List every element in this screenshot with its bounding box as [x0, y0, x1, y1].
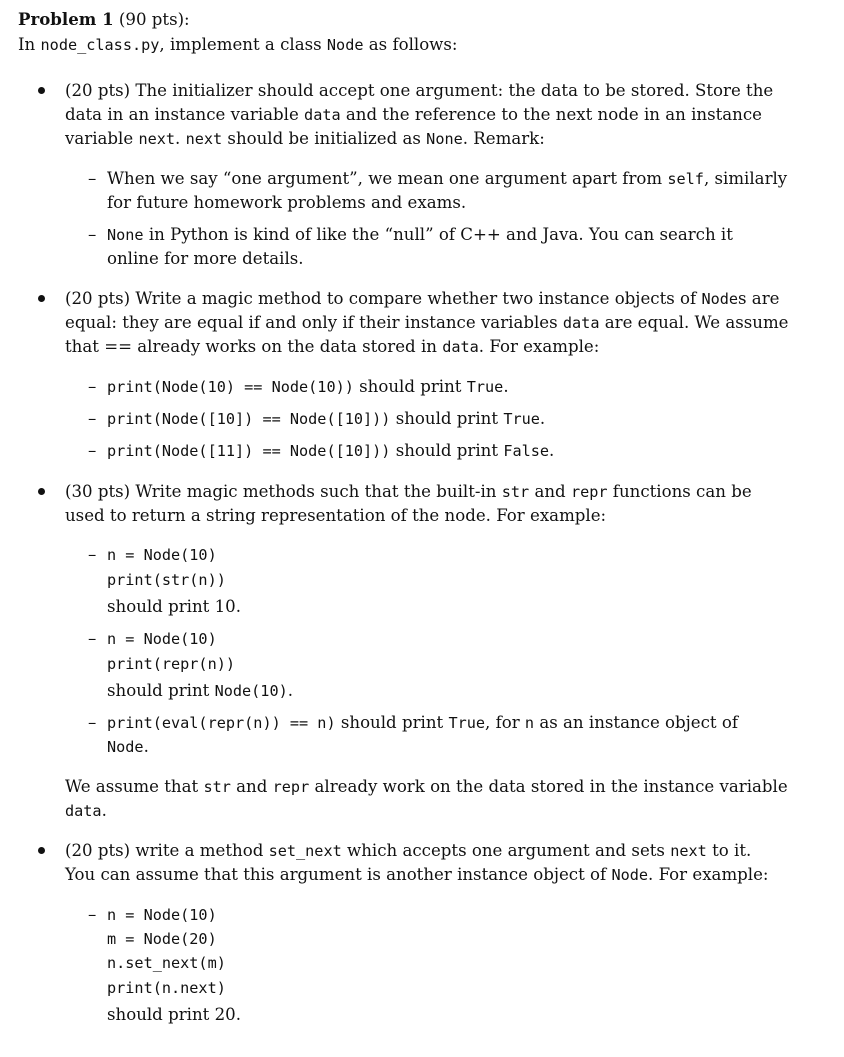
- s1-remark-2-line-1: None in Python is kind of like the “null” of C++ and Java. You can search it: [107, 225, 733, 244]
- s2-line-1: (20 pts) Write a magic method to compare whether two instance objects of Nodes are: [65, 289, 780, 308]
- bullet-icon: [38, 87, 45, 94]
- intro-line: In node_class.py, implement a class Node as follows:: [18, 35, 458, 54]
- s2-example-2: print(Node([10]) == Node([10])) should print True.: [107, 409, 546, 428]
- dash-icon: –: [88, 713, 97, 732]
- s3-example-2-line-2: print(repr(n)): [107, 655, 236, 673]
- s3-note-line-1: We assume that str and repr already work on the data stored in the instance variable: [65, 777, 788, 796]
- s1-remark-1-line-1: When we say “one argument”, we mean one argument apart from self, similarly: [107, 169, 788, 188]
- s4-code-line-2: m = Node(20): [107, 930, 217, 948]
- bullet-icon: [38, 847, 45, 854]
- s3-line-1: (30 pts) Write magic methods such that the built-in str and repr functions can be: [65, 482, 752, 501]
- s3-example-1-line-3: should print 10.: [107, 597, 241, 616]
- s4-code-line-3: n.set_next(m): [107, 954, 226, 972]
- s2-example-3: print(Node([11]) == Node([10])) should print False.: [107, 441, 555, 460]
- dash-icon: –: [88, 225, 97, 244]
- dash-icon: –: [88, 629, 97, 648]
- s1-line-2: data in an instance variable data and the reference to the next node in an instance: [65, 105, 762, 124]
- dash-icon: –: [88, 545, 97, 564]
- s1-line-3: variable next. next should be initialized as None. Remark:: [65, 129, 545, 148]
- s3-example-3-line-1: print(eval(repr(n)) == n) should print True, for n as an instance object of: [107, 713, 738, 732]
- s3-example-1-line-2: print(str(n)): [107, 571, 226, 589]
- dash-icon: –: [88, 377, 97, 396]
- s3-line-2: used to return a string representation of the node. For example:: [65, 506, 607, 525]
- s2-line-3: that == already works on the data stored in data. For example:: [65, 337, 600, 356]
- s4-line-1: (20 pts) write a method set_next which accepts one argument and sets next to it.: [65, 841, 752, 860]
- s4-line-2: You can assume that this argument is another instance object of Node. For example:: [65, 865, 769, 884]
- problem-heading: [18, 8, 190, 31]
- s2-example-1: print(Node(10) == Node(10)) should print True.: [107, 377, 509, 396]
- s4-code-line-1: n = Node(10): [107, 906, 217, 924]
- s2-line-2: equal: they are equal if and only if their instance variables data are equal. We assume: [65, 313, 789, 332]
- dash-icon: –: [88, 409, 97, 428]
- dash-icon: –: [88, 905, 97, 924]
- s3-example-2-line-1: n = Node(10): [107, 630, 217, 648]
- bullet-icon: [38, 295, 45, 302]
- problem-points: (90 pts):: [113, 10, 190, 29]
- s1-remark-1-line-2: for future homework problems and exams.: [107, 193, 467, 212]
- s3-example-1-line-1: n = Node(10): [107, 546, 217, 564]
- filename-code: node_class.py: [40, 36, 160, 54]
- bullet-icon: [38, 488, 45, 495]
- problem-title: Problem 1: [18, 9, 114, 29]
- dash-icon: –: [88, 441, 97, 460]
- dash-icon: –: [88, 169, 97, 188]
- s4-code-line-4: print(n.next): [107, 979, 226, 997]
- s1-line-1: (20 pts) The initializer should accept one argument: the data to be stored. Store the: [65, 81, 774, 100]
- s3-example-2-line-3: should print Node(10).: [107, 681, 294, 700]
- s3-note-line-2: data.: [65, 801, 107, 820]
- s1-remark-2-line-2: online for more details.: [107, 249, 304, 268]
- class-name-code: Node: [326, 36, 364, 54]
- s4-code-line-5: should print 20.: [107, 1005, 241, 1024]
- s3-example-3-line-2: Node.: [107, 737, 149, 756]
